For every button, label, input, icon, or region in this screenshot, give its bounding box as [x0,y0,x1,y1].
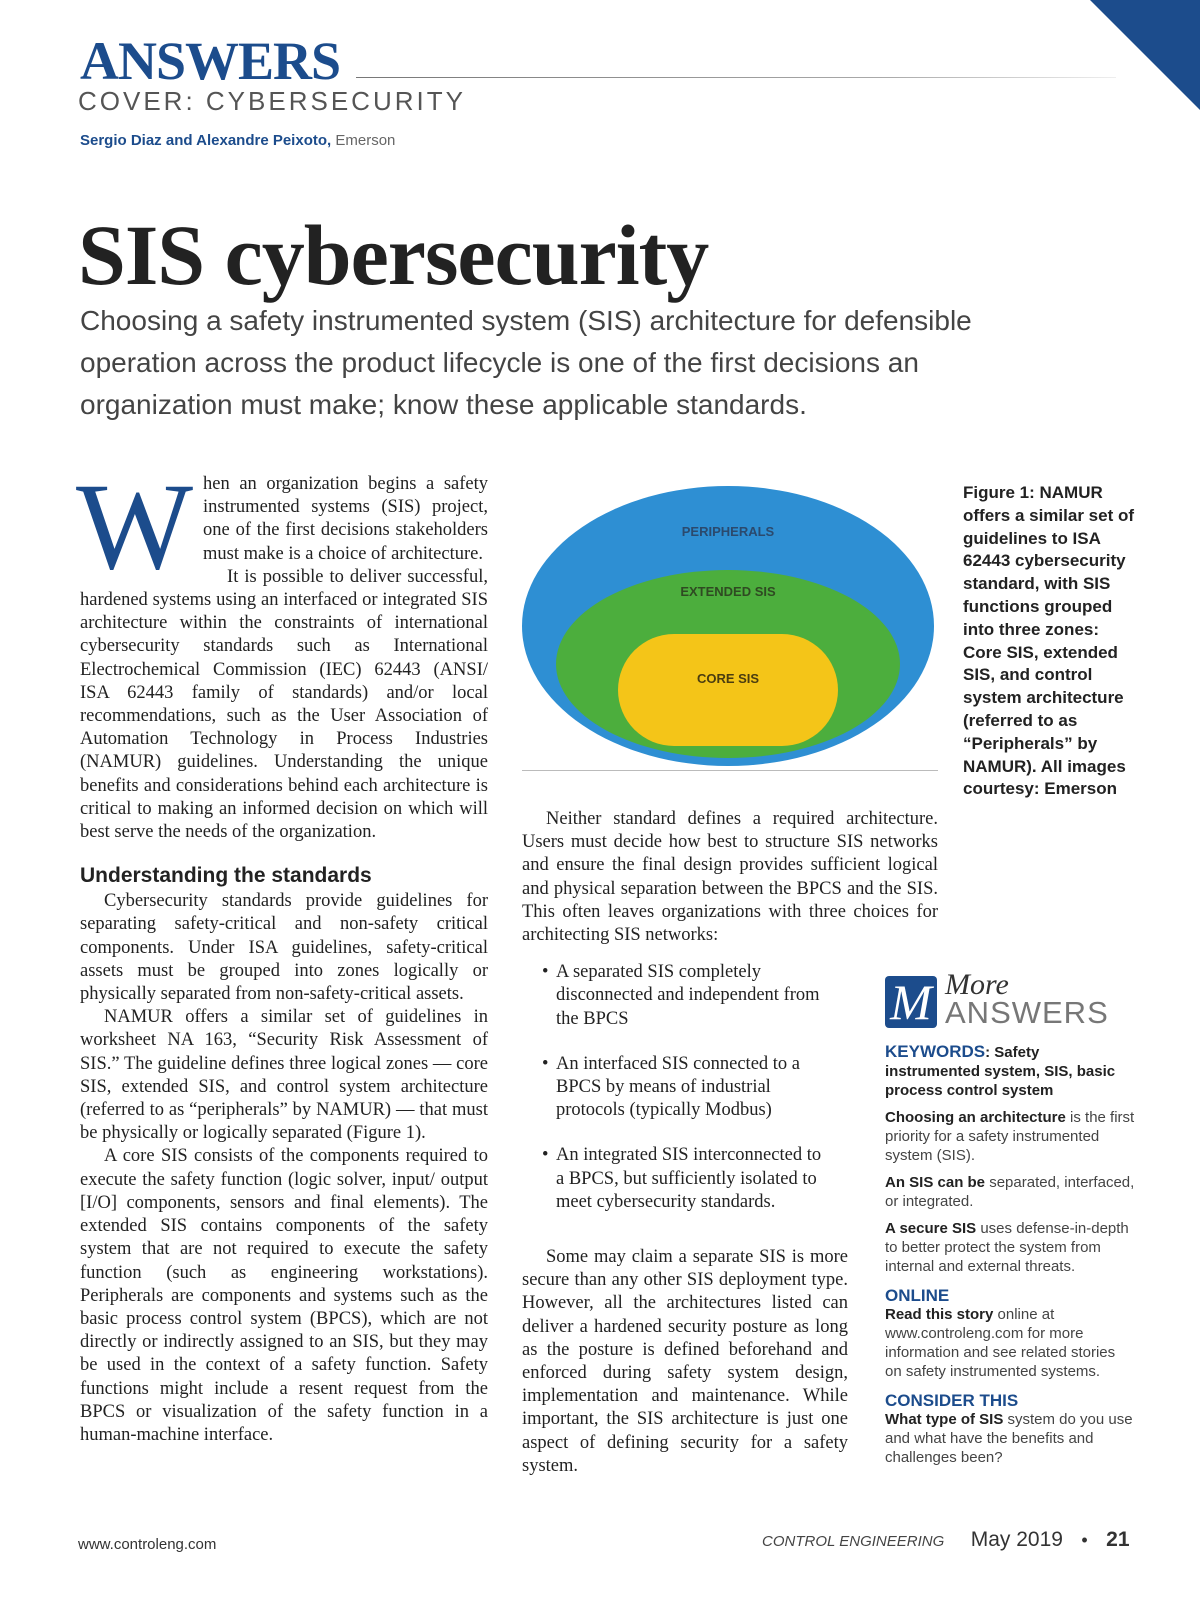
footer-separator: • [1081,1530,1088,1550]
corner-accent-triangle [1090,0,1200,110]
list-item: • An interfaced SIS connected to a BPCS by means of industrial protocols (typically Modbus) [542,1053,832,1123]
sidebar-item: An SIS can be separated, interfaced, or integrated. [885,1174,1135,1210]
figure-1 [518,482,938,772]
consider-heading: CONSIDER THIS [885,1391,1019,1410]
body-paragraph: NAMUR offers a similar set of guidelines in worksheet NA 163, “Security Risk Assessment of SIS.” The guideline defines three logical zones — core SIS, extended SIS, and control system architecture (referred to as “peripherals” by NAMUR) — that must be physically or logically separated (Figure 1). [80,1007,488,1144]
byline-authors: Sergio Diaz and Alexandre Peixoto, [80,132,332,149]
article-column-1 [76,458,488,1447]
article-column-2 [522,808,938,1236]
architecture-list [522,961,832,1214]
byline [80,132,395,149]
more-answers-sidebar [885,968,1135,1475]
m-logo-icon: M [885,976,937,1028]
section-label: COVER: CYBERSECURITY [78,86,466,116]
footer-magazine: CONTROL ENGINEERING [762,1533,945,1550]
article-deck: Choosing a safety instrumented system (SIS) architecture for defensible operation across the product lifecycle is one of the first decisions an organization must make; know these applicable standards. [80,305,972,420]
body-paragraph: A core SIS consists of the components required to execute the safety function (logic solver, input/ output [I/O] components, sensors and final elements). The extended SIS contains components of the safety system that are not required to execute the safety function (such as engineering workstations). Peripherals are components and systems such as the basic process control system (BPCS), which are not directly or indirectly assigned to an SIS, but they may be used in the context of a safety function. Safety functions might include a resent request from the BPCS or visualization of the safety function in a human-machine interface. [80,1146,488,1445]
header-rule [356,77,1116,78]
figure-caption: Figure 1: NAMUR offers a similar set of guidelines to ISA 62443 cybersecurity standard, with SIS functions grouped into three zones: Core SIS, extended SIS, and control system architecture (referred to as “Peripherals” by NAMUR). All images courtesy: Emerson [963,483,1135,799]
label-extended-sis: EXTENDED SIS [680,584,776,599]
body-paragraph: Cybersecurity standards provide guidelines for separating safety-critical and non-safety critical components. Under ISA guidelines, safety-critical assets must be grouped into zones logically or physically separated from non-safety-critical assets. [80,891,488,1005]
list-item: • A separated SIS completely disconnected and independent from the BPCS [542,961,832,1031]
keywords-text: : Safety instrumented system, SIS, basic process control system [885,1044,1116,1099]
namur-zone-diagram [518,482,938,772]
intro-paragraph [76,458,488,595]
page-number: 21 [1106,1528,1130,1551]
article-column-2-continued [522,1246,848,1478]
subhead-standards: Understanding the standards [80,864,372,888]
footer-date: May 2019 [970,1528,1063,1551]
keywords-heading: KEYWORDS [885,1042,986,1061]
drop-cap: W [76,458,194,595]
consider-text: What type of SIS system do you use and what have the benefits and challenges been? [885,1411,1133,1466]
online-text: Read this story online at www.controleng.com for more information and see related stories on safety instrumented systems. [885,1306,1116,1380]
label-core-sis: CORE SIS [696,671,760,686]
sidebar-item: Choosing an architecture is the first priority for a safety instrumented system (SIS). [885,1109,1135,1164]
zone-core-sis [618,634,838,746]
section-kicker: ANSWERS [80,31,341,91]
byline-company: Emerson [331,132,396,149]
online-heading: ONLINE [885,1286,950,1305]
keywords-block [885,1042,1135,1100]
footer-url: www.controleng.com [78,1536,217,1553]
more-answers-logo [885,968,1135,1030]
body-paragraph: Neither standard defines a required architecture. Users must decide how best to structure SIS networks and ensure the final design provides sufficient logical and physical separation between the BPCS and the SIS. This often leaves organizations with three choices for architecting SIS networks: [522,809,938,946]
logo-more: More [945,968,1009,1001]
label-peripherals: PERIPHERALS [681,524,775,539]
body-paragraph: It is possible to deliver successful, hardened systems using an interfaced or integrated SIS architecture within the constraints of international cybersecurity standards such as International Electrochemical Commission (IEC) 62443 (ANSI/ ISA 62443 family of standards) and/or local recommendations, such as the User Association of Automation Technology in Process Industries (NAMUR) guidelines. Understanding the unique benefits and considerations behind each architecture is critical to making an informed decision on which will best serve the needs of the organization. [80,566,488,843]
list-item: • An integrated SIS interconnected to a BPCS, but sufficiently isolated to meet cybersecurity standards. [542,1144,832,1214]
article-title: SIS cybersecurity [78,207,709,303]
logo-answers: ANSWERS [945,995,1109,1030]
footer-folio [762,1528,1130,1552]
intro-text: hen an organization begins a safety instrumented systems (SIS) project, one of the first decisions stakeholders must make is a choice of architecture. [203,474,488,564]
sidebar-item: A secure SIS uses defense-in-depth to better protect the system from internal and external threats. [885,1220,1129,1275]
body-paragraph: Some may claim a separate SIS is more secure than any other SIS deployment type. However, all the architectures listed can deliver a hardened security posture as long as the posture is defined beforehand and enforced during safety system design, implementation and maintenance. While important, the SIS architecture is just one aspect of defining security for a safety system. [522,1247,848,1476]
figure-rule [522,770,938,771]
